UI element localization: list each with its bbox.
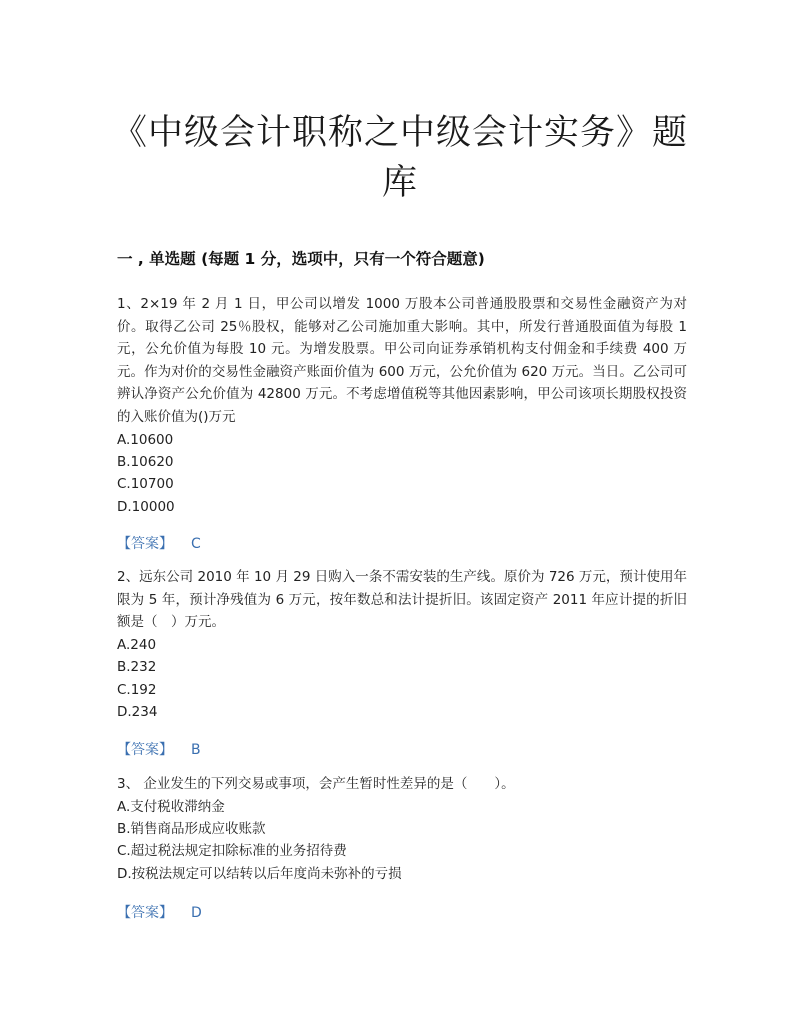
question-3 bbox=[117, 773, 687, 885]
answer-value: D bbox=[191, 905, 202, 921]
option-c: C.10700 bbox=[117, 476, 174, 493]
option-d: D.按税法规定可以结转以后年度尚未弥补的亏损 bbox=[117, 865, 402, 882]
option-a: A.支付税收滞纳金 bbox=[117, 798, 225, 815]
question-stem: 2、远东公司 2010 年 10 月 29 日购入一条不需安装的生产线。原价为 726 万元，预计使用年限为 5 年，预计净残值为 6 万元，按年数总和法计提折旧。该固定资产 2011 年应计提的折旧额是（ ）万元。 bbox=[117, 569, 687, 631]
answer-label: 【答案】 bbox=[117, 905, 173, 921]
document-title: 《中级会计职称之中级会计实务》题库 bbox=[111, 113, 688, 203]
option-c: C.超过税法规定扣除标准的业务招待费 bbox=[117, 843, 347, 860]
question-1 bbox=[117, 293, 687, 518]
question-stem: 3、 企业发生的下列交易或事项，会产生暂时性差异的是（ ）。 bbox=[117, 776, 515, 792]
option-c: C.192 bbox=[117, 681, 157, 698]
option-a: A.240 bbox=[117, 636, 157, 653]
answer-1 bbox=[117, 533, 201, 553]
option-a: A.10600 bbox=[117, 431, 174, 448]
option-b: B.232 bbox=[117, 659, 157, 676]
answer-value: C bbox=[191, 536, 201, 552]
answer-2 bbox=[117, 739, 201, 759]
section-heading: 一 , 单选题 (每题 1 分，选项中，只有一个符合题意) bbox=[117, 250, 485, 268]
answer-label: 【答案】 bbox=[117, 536, 173, 552]
question-stem: 1、2×19 年 2 月 1 日，甲公司以增发 1000 万股本公司普通股股票和交易性金融资产为对价。取得乙公司 25％股权，能够对乙公司施加重大影响。其中，所发行普通股面值为每股 1 元，公允价值为每股 10 元。为增发股票。甲公司向证券承销机构支付佣金和手续费 400 万元。作为对价的交易性金融资产账面价值为 600 万元，公允价值为 620 万元。当日。乙公司可辨认净资产公允价值为 42800 万元。不考虑增值税等其他因素影响，甲公司该项长期股权投资的入账价值为()万元 bbox=[117, 296, 687, 425]
option-b: B.销售商品形成应收账款 bbox=[117, 821, 266, 837]
answer-label: 【答案】 bbox=[117, 742, 173, 758]
option-d: D.10000 bbox=[117, 498, 175, 515]
option-b: B.10620 bbox=[117, 453, 174, 470]
answer-value: B bbox=[191, 742, 201, 758]
answer-3 bbox=[117, 902, 202, 922]
question-2 bbox=[117, 566, 687, 723]
option-d: D.234 bbox=[117, 704, 158, 720]
